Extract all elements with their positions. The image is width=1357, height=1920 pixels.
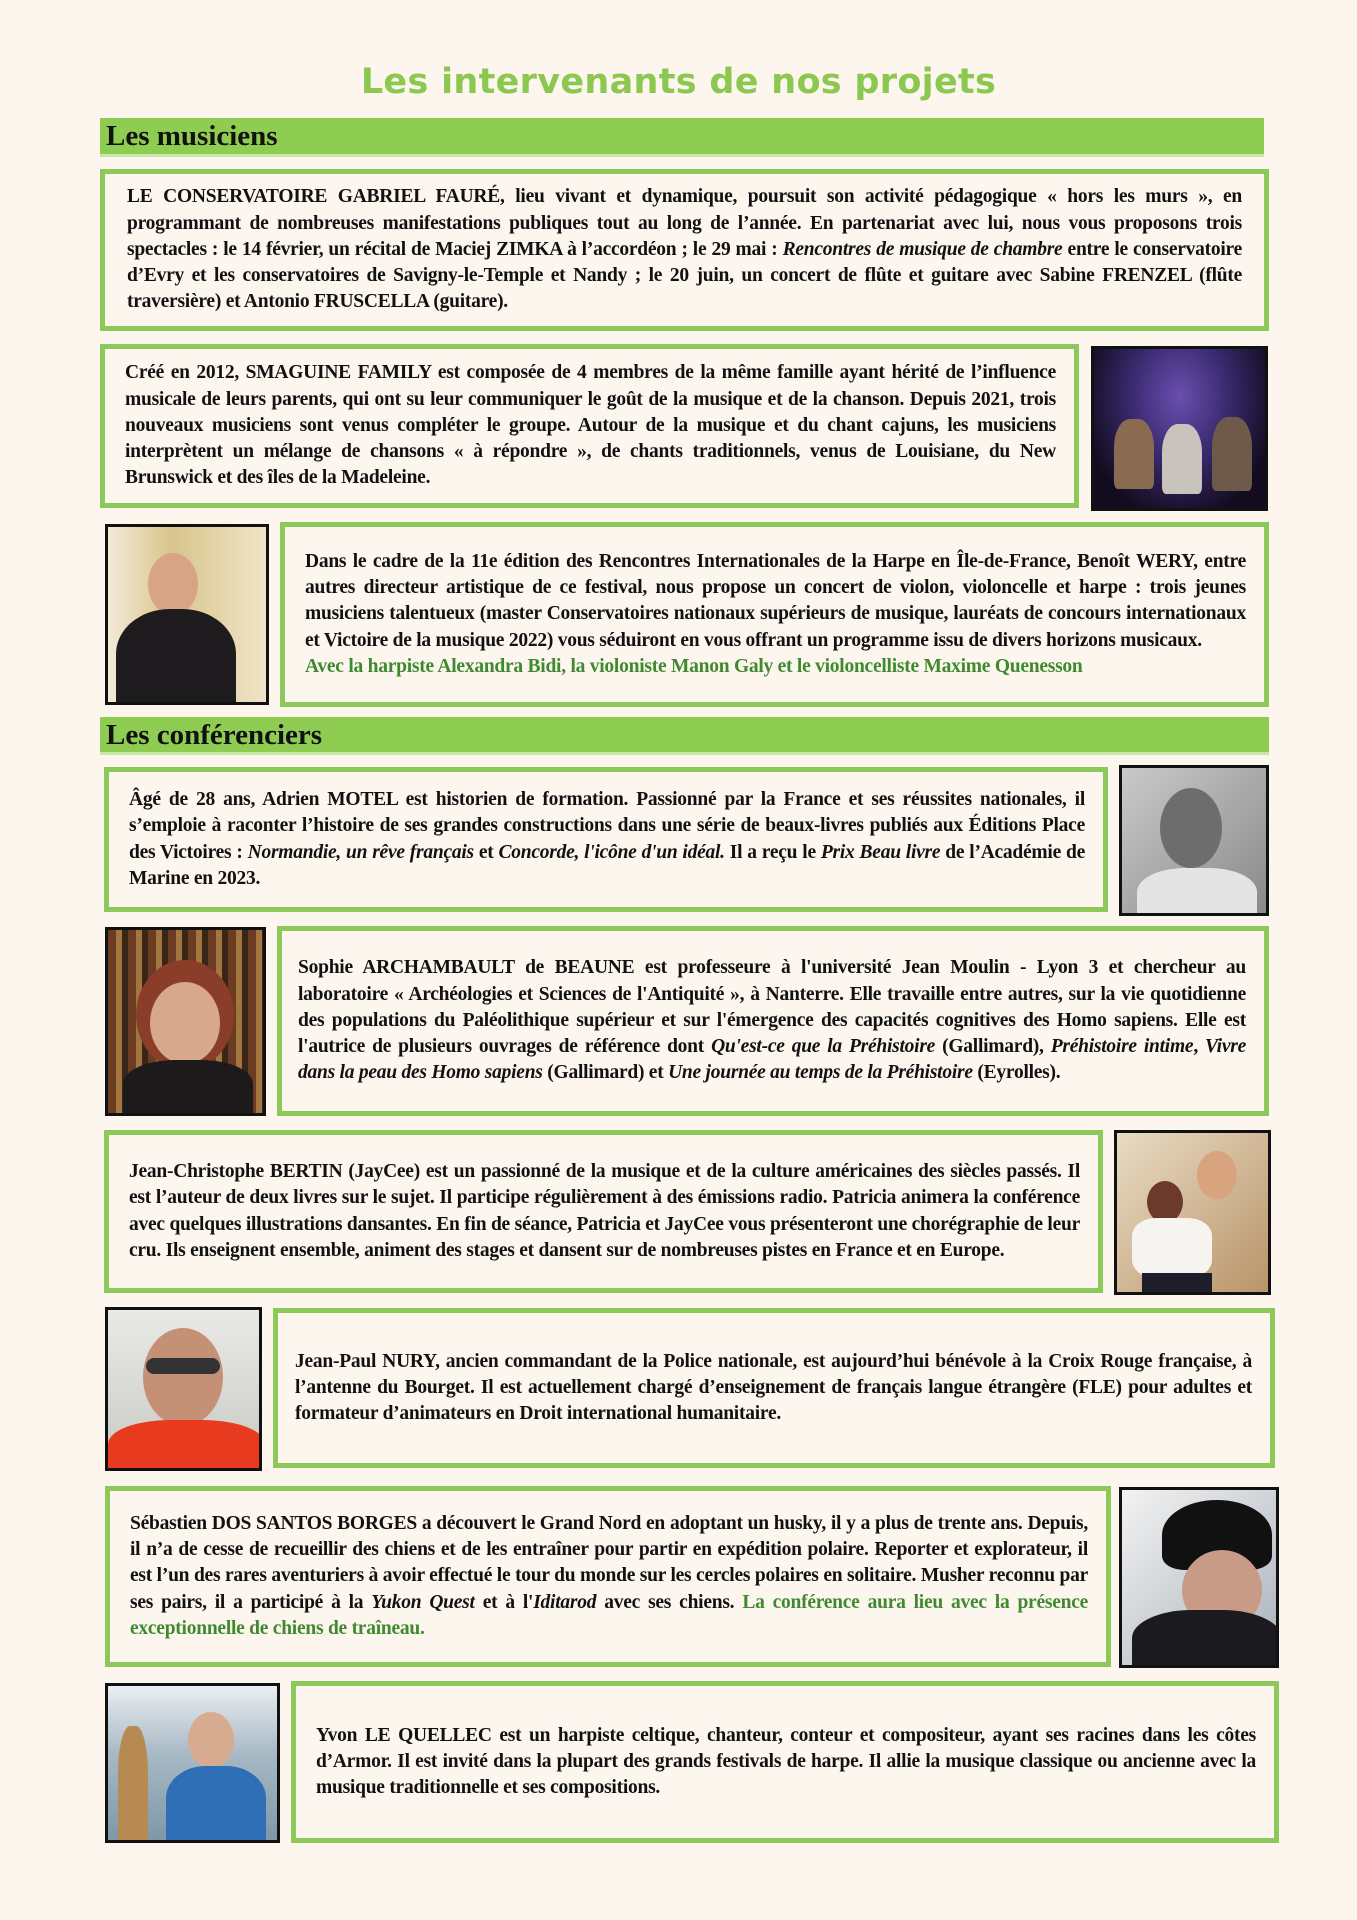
text-segment: avec ses chiens. — [596, 1591, 743, 1613]
italic-title: Vivre dans la peau des Homo sapiens — [298, 1036, 1246, 1084]
text-segment: Yvon LE QUELLEC est un harpiste celtique, chanteur, conteur et compositeur, ayant ses racines dans les côtes d’Armor. Il est invité dans la plupart des grands festivals de harpe. Il allie la musique classique ou ancienne avec la musique traditionnelle et ses compositions. — [316, 1724, 1256, 1799]
text-segment: Dans le cadre de la 11e édition des Rencontres Internationales de la Harpe en Île-de-France, Benoît WERY, entre autres directeur artistique de ce festival, nous propose un concert de violon, violoncelle et harpe : trois jeunes musiciens talentueux (master Conservatoires nationaux supérieurs de musique, lauréats de concours internationaux et Victoire de la musique 2022) vous séduiront en vous offrant un programme issu de divers horizons musicaux. — [305, 550, 1246, 651]
text-segment: (Eyrolles). — [972, 1062, 1061, 1084]
photo-yvon-le-quellec — [105, 1683, 280, 1843]
card-yvon-le-quellec — [291, 1681, 1279, 1843]
photo-jean-paul-nury — [105, 1307, 262, 1471]
text-segment: Sophie ARCHAMBAULT de BEAUNE est professeure à l'université Jean Moulin - Lyon 3 et chercheur au laboratoire « Archéologies et Sciences de l'Antiquité », à Nanterre. Elle travaille entre autres, sur la vie quotidienne des populations du Paléolithique supérieur et sur l'émergence des capacités cognitives des Homo sapiens. Elle est l'autrice de plusieurs ouvrages de référence dont — [298, 957, 1246, 1058]
italic-title: Prix Beau livre — [820, 841, 941, 863]
card-text — [305, 549, 1246, 680]
italic-title: Normandie, un rêve français — [247, 841, 474, 863]
text-segment: et à l' — [474, 1591, 534, 1613]
italic-title: Une journée au temps de la Préhistoire — [668, 1062, 973, 1084]
text-segment: et — [473, 841, 499, 863]
italic-title: Concorde, l'icône d'un idéal. — [498, 841, 725, 863]
card-sophie-archambault — [277, 926, 1269, 1116]
card-text — [129, 787, 1085, 892]
italic-title: Yukon Quest — [371, 1591, 475, 1613]
section-header-musiciens: Les musiciens — [100, 118, 1264, 157]
card-text — [295, 1349, 1252, 1428]
highlight-text: Avec la harpiste Alexandra Bidi, la violoniste Manon Galy et le violoncelliste Maxime Quenesson — [305, 655, 1083, 677]
card-sebastien-dos-santos-borges — [105, 1486, 1111, 1667]
italic-title: Iditarod — [533, 1591, 597, 1613]
card-conservatoire-faure — [100, 169, 1269, 331]
section-header-conferenciers: Les conférenciers — [100, 717, 1269, 755]
photo-smaguine-family-stage — [1091, 346, 1268, 511]
page-title: Les intervenants de nos projets — [360, 62, 997, 102]
text-segment: Sébastien DOS SANTOS BORGES a découvert le Grand Nord en adoptant un husky, il y a plus de trente ans. Depuis, il n’a de cesse de recueillir des chiens et de les entraîner pour partir en expédition polaire. Reporter et explorateur, il est l’un des rares aventuriers à avoir effectué le tour du monde sur les cercles polaires en solitaire. Musher reconnu par ses pairs, il a participé à la — [130, 1512, 1088, 1613]
text-segment: Jean-Christophe BERTIN (JayCee) est un passionné de la musique et de la culture américaines des siècles passés. Il est l’auteur de deux livres sur le sujet. Il participe régulièrement à des émissions radio. Patricia animera la conférence avec quelques illustrations dansantes. En fin de séance, Patricia et JayCee vous présenteront une chorégraphie de leur cru. Ils enseignent ensemble, animent des stages et dansent sur de nombreuses pistes en France et en Europe. — [129, 1160, 1080, 1261]
card-text — [298, 955, 1246, 1086]
italic-title: Préhistoire intime — [1050, 1036, 1194, 1058]
text-segment: , — [1193, 1036, 1205, 1058]
photo-benoit-wery — [105, 524, 269, 705]
text-segment: Créé en 2012, SMAGUINE FAMILY est composée de 4 membres de la même famille ayant hérité de l’influence musicale de leurs parents, qui ont su leur communiquer le goût de la musique et de la chanson. Depuis 2021, trois nouveaux musiciens sont venus compléter le groupe. Autour de la musique et du chant cajuns, les musiciens interprètent un mélange de chansons « à répondre », de chants traditionnels, venus de Louisiane, du New Brunswick et des îles de la Madeleine. — [125, 362, 1056, 489]
card-text — [125, 360, 1056, 491]
photo-sophie-archambault — [105, 927, 266, 1116]
text-segment: entre le conservatoire d’Evry et les conservatoires de Savigny-le-Temple et Nandy ; le 20 juin, un concert de flûte et guitare avec Sabine FRENZEL (flûte traversière) et Antonio FRUSCELLA (guitare). — [127, 238, 1242, 313]
card-benoit-wery — [280, 522, 1269, 707]
card-smaguine-family — [100, 344, 1079, 508]
photo-patricia-jaycee-dancing — [1114, 1130, 1271, 1295]
card-text — [130, 1511, 1088, 1642]
highlight-text: La conférence aura lieu avec la présence exceptionnelle de chiens de traîneau. — [130, 1591, 1089, 1639]
text-segment: Il a reçu le — [724, 841, 821, 863]
photo-adrien-motel — [1119, 765, 1269, 916]
text-segment: (Gallimard), — [935, 1036, 1051, 1058]
card-jean-paul-nury — [273, 1308, 1275, 1468]
card-text — [316, 1723, 1256, 1802]
photo-sebastien-dos-santos-borges — [1119, 1487, 1279, 1668]
italic-title: Rencontres de musique de chambre — [782, 238, 1063, 260]
text-segment: (Gallimard) et — [542, 1062, 669, 1084]
text-segment: de l’Académie de Marine en 2023. — [129, 841, 1086, 889]
card-text — [129, 1159, 1080, 1264]
card-text — [127, 184, 1242, 315]
italic-title: Qu'est-ce que la Préhistoire — [711, 1036, 936, 1058]
text-segment: Jean-Paul NURY, ancien commandant de la Police nationale, est aujourd’hui bénévole à la Croix Rouge française, à l’antenne du Bourget. Il est actuellement chargé d’enseignement de français langue étrangère (FLE) pour adultes et formateur d’animateurs en Droit international humanitaire. — [295, 1350, 1252, 1425]
card-adrien-motel — [104, 767, 1108, 912]
text-segment: LE CONSERVATOIRE GABRIEL FAURÉ, lieu vivant et dynamique, poursuit son activité pédagogique « hors les murs », en programmant de nombreuses manifestations publiques tout au long de l’année. En partenariat avec lui, nous vous proposons trois spectacles : le 14 février, un récital de Maciej ZIMKA à l’accordéon ; le 29 mai : — [127, 186, 1242, 260]
card-jean-christophe-bertin — [104, 1130, 1103, 1293]
text-segment: Âgé de 28 ans, Adrien MOTEL est historien de formation. Passionné par la France et ses réussites nationales, il s’emploie à raconter l’histoire de ses grandes constructions dans une série de beaux-livres publiés aux Éditions Place des Victoires : — [129, 788, 1085, 863]
